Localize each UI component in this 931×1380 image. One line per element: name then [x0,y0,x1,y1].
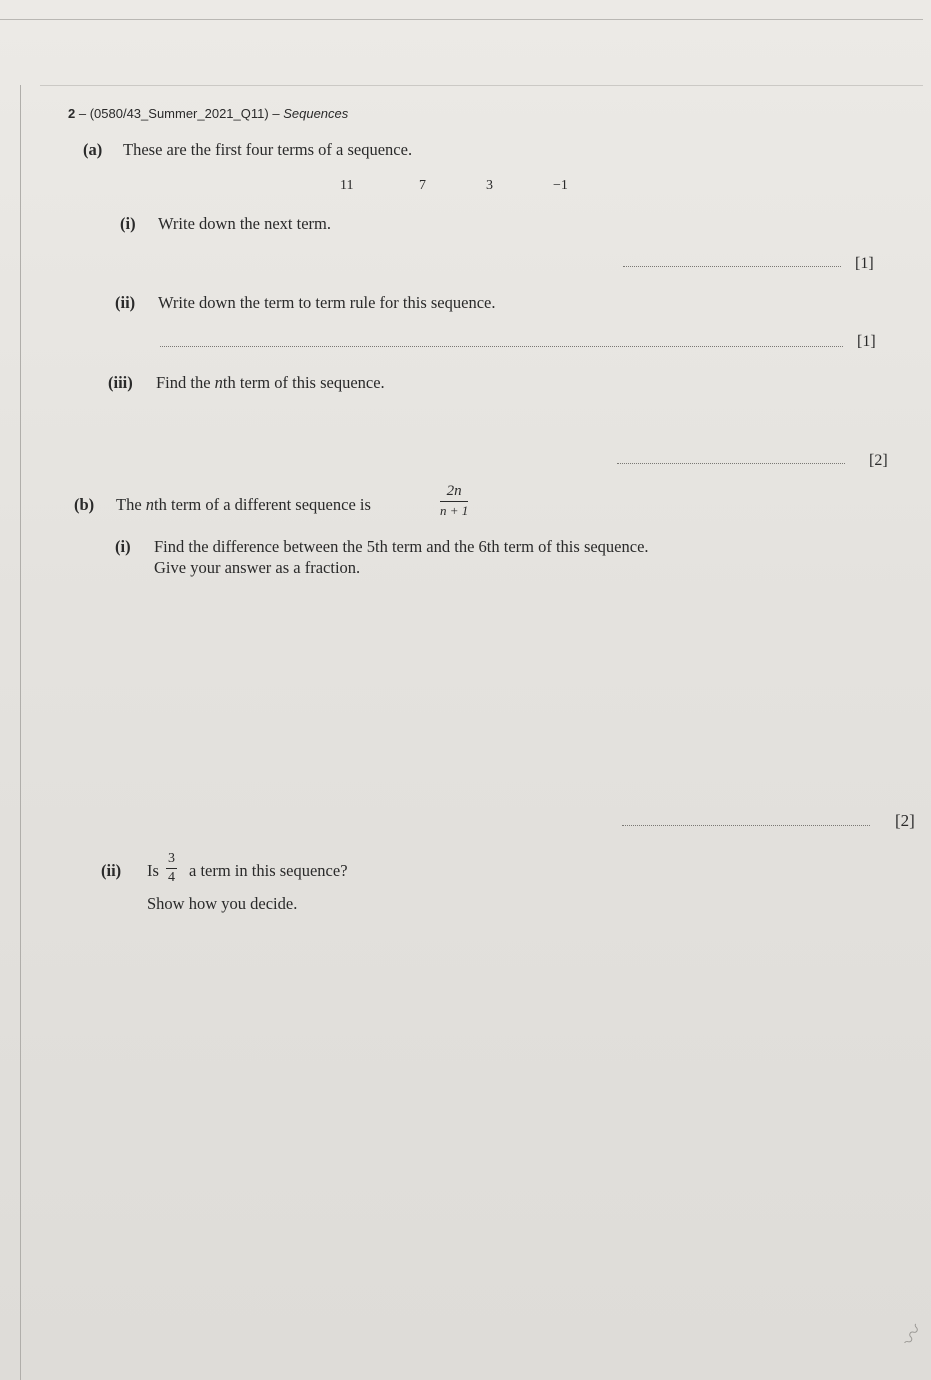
part-b-i-label: (i) [115,537,131,556]
part-a-ii-label: (ii) [115,293,136,312]
answer-line-b-i[interactable] [622,825,870,826]
sequence-term-3: 3 [486,178,493,193]
sequence-term-4: −1 [553,178,568,193]
pencil-scribble-mark: 〰 [896,1319,930,1351]
part-a-label: (a) [83,140,103,159]
nth-term-numerator: 2n [440,484,468,502]
marks-a-i: [1] [855,255,874,272]
page-header-rule [40,85,923,86]
part-a-iii-label: (iii) [108,373,133,392]
marks-a-ii: [1] [857,333,876,350]
part-b-i-line1: Find the difference between the 5th term and the 6th term of this sequence. [154,537,649,556]
fraction-numerator: 3 [166,852,177,869]
fraction-denominator: 4 [168,870,175,885]
part-b-n: n [145,495,155,514]
question-header [68,106,348,121]
part-b-ii-is: Is [147,861,159,880]
part-a-iii-text-after: th term of this sequence. [222,373,385,392]
part-a-i-label: (i) [120,214,136,233]
answer-line-a-i[interactable] [623,266,841,267]
part-a-iii-text [156,373,385,393]
question-source: (0580/43_Summer_2021_Q11) [89,106,269,121]
answer-line-a-ii[interactable] [160,346,843,347]
part-a-iii-text-before: Find the [156,373,215,392]
part-b-i-line2: Give your answer as a fraction. [154,558,361,577]
marks-a-iii: [2] [869,452,888,469]
part-b-text-before: The [116,495,146,514]
part-b-ii-label: (ii) [101,861,122,880]
nth-term-denominator: n + 1 [440,503,469,518]
answer-line-a-iii[interactable] [617,463,845,464]
header-dash-2: – [272,106,280,121]
page-top-border [0,19,923,20]
part-a-iii-n: n [214,373,223,392]
three-quarters-fraction [166,852,177,885]
page-left-margin [20,85,21,1380]
sequence-term-2: 7 [419,178,426,193]
question-number: 2 [68,106,76,121]
part-b-label: (b) [74,495,95,514]
marks-b-i: [2] [895,811,915,830]
part-b-ii-rest: a term in this sequence? [189,861,348,880]
nth-term-fraction [440,484,468,517]
header-dash: – [78,106,87,121]
part-b-ii-line2: Show how you decide. [147,894,298,913]
sequence-term-1: 11 [340,178,354,193]
part-b-text-after: th term of a different sequence is [154,495,371,514]
part-b-text [116,495,371,515]
question-topic: Sequences [283,106,349,121]
part-a-ii-text: Write down the term to term rule for this sequence. [158,293,496,312]
part-a-i-text: Write down the next term. [158,214,331,233]
part-a-text: These are the first four terms of a sequence. [123,140,413,159]
